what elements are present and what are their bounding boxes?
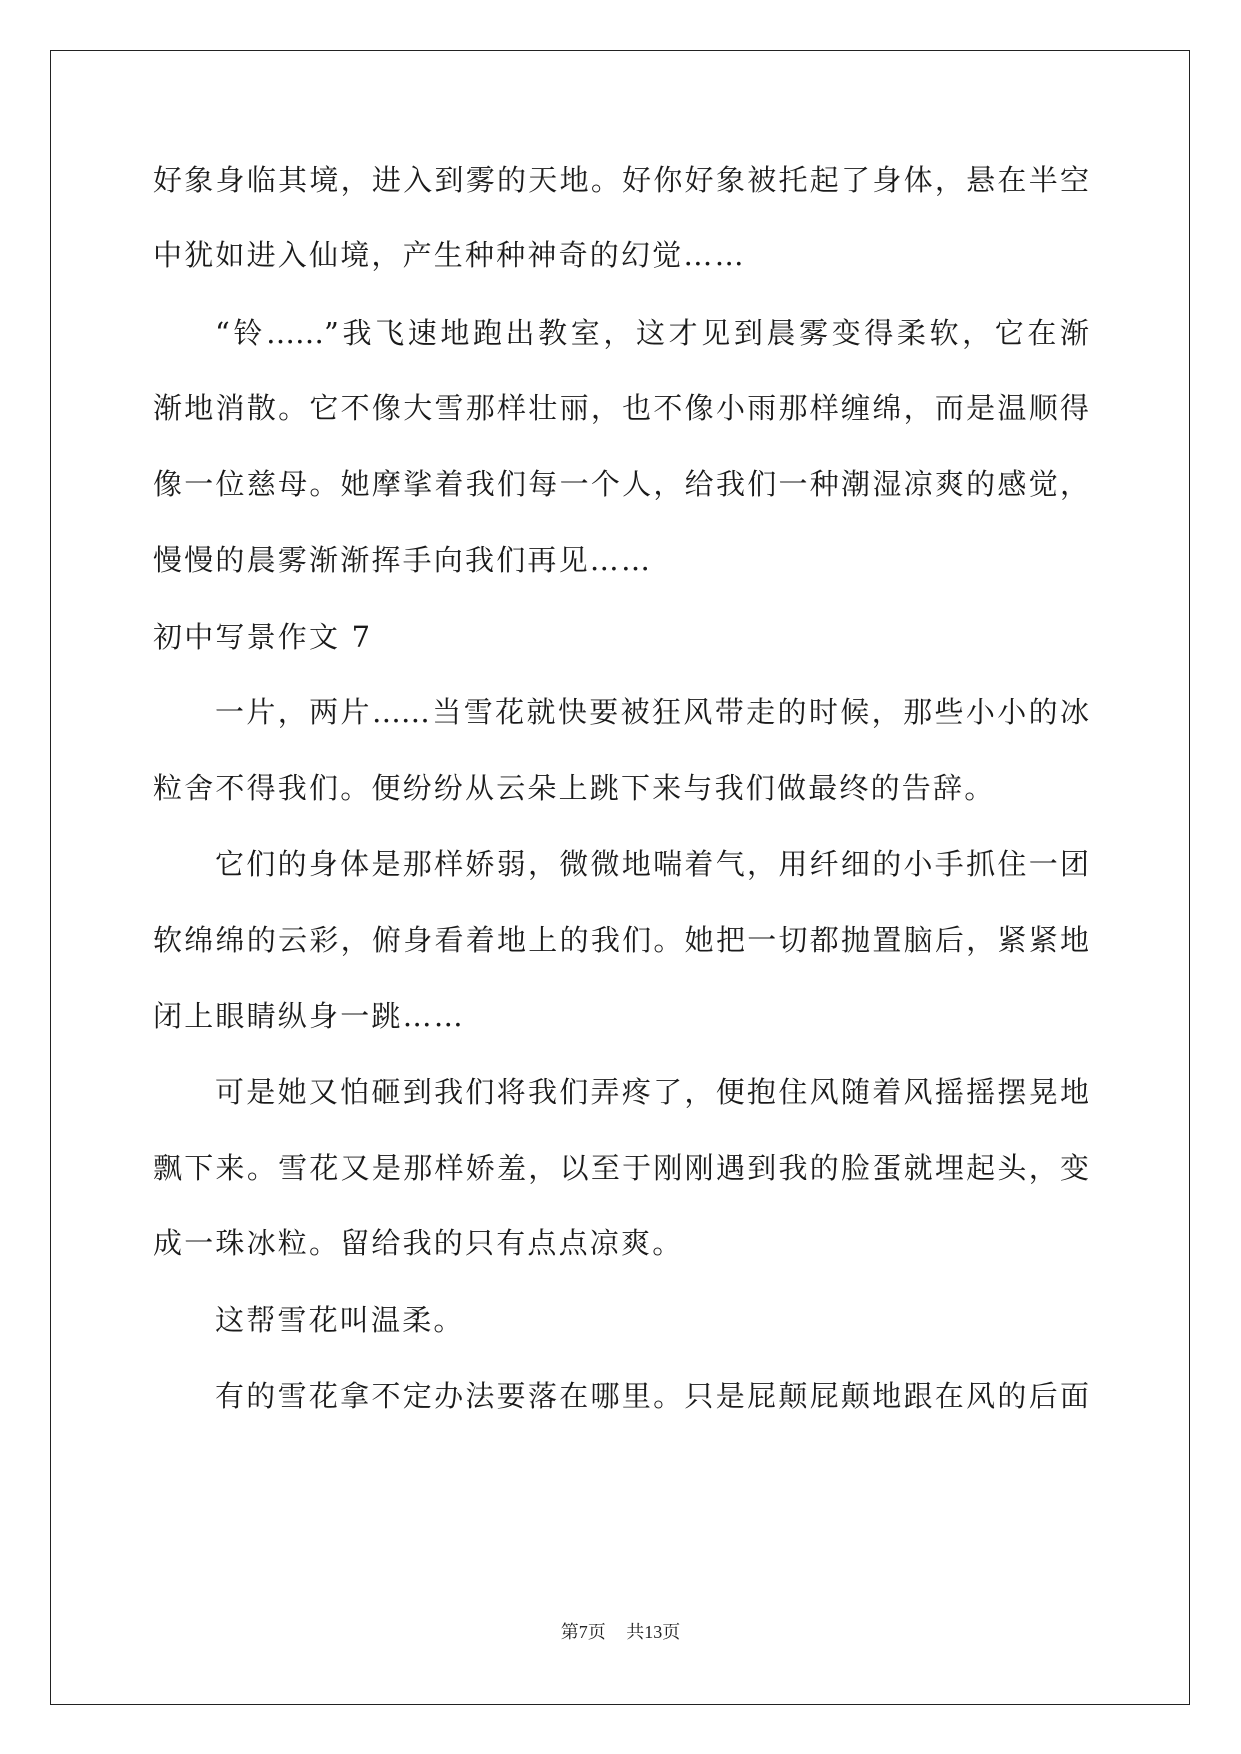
paragraph-line: 闭上眼睛纵身一跳…… [153,999,466,1033]
page-total: 共13页 [626,1622,681,1642]
paragraph-line: 慢慢的晨雾渐渐挥手向我们再见…… [153,543,653,577]
paragraph-line: 像一位慈母。她摩挲着我们每一个人，给我们一种潮湿凉爽的感觉， [153,467,1089,501]
paragraph-line: 渐地消散。它不像大雪那样壮丽，也不像小雨那样缠绵，而是温顺得 [153,391,1089,425]
paragraph-line: 软绵绵的云彩，俯身看着地上的我们。她把一切都抛置脑后，紧紧地 [153,923,1089,957]
paragraph-line: 成一珠冰粒。留给我的只有点点凉爽。 [153,1226,684,1260]
paragraph-line: 它们的身体是那样娇弱，微微地喘着气，用纤细的小手抓住一团 [215,847,1089,881]
paragraph-line: 飘下来。雪花又是那样娇羞，以至于刚刚遇到我的脸蛋就埋起头，变 [153,1151,1089,1185]
paragraph-line: 好象身临其境，进入到雾的天地。好你好象被托起了身体，悬在半空 [153,163,1089,197]
paragraph-line: 中犹如进入仙境，产生种种神奇的幻觉…… [153,238,746,272]
paragraph-line: 这帮雪花叫温柔。 [215,1303,465,1337]
section-heading: 初中写景作文 7 [153,620,373,654]
paragraph-line: 一片，两片……当雪花就快要被狂风带走的时候，那些小小的冰 [215,695,1089,729]
paragraph-line: 可是她又怕砸到我们将我们弄疼了，便抱住风随着风摇摇摆晃地 [215,1075,1089,1109]
page-footer [0,1618,1241,1644]
paragraph-line: 有的雪花拿不定办法要落在哪里。只是屁颠屁颠地跟在风的后面 [215,1379,1089,1413]
paragraph-line: “铃……”我飞速地跑出教室，这才见到晨雾变得柔软，它在渐 [215,316,1089,350]
paragraph-line: 粒舍不得我们。便纷纷从云朵上跳下来与我们做最终的告辞。 [153,771,996,805]
page-number: 第7页 [560,1622,606,1642]
